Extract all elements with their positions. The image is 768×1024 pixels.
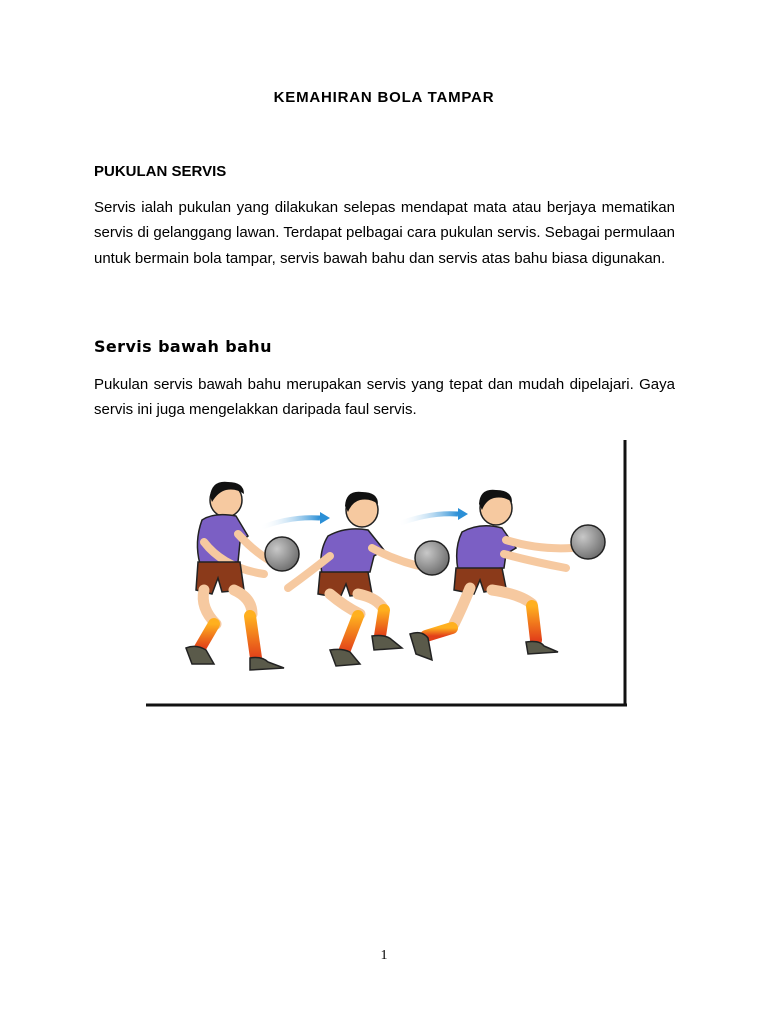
motion-arrow-2: [398, 508, 468, 524]
ball-1: [265, 537, 299, 571]
section-heading: PUKULAN SERVIS: [94, 163, 227, 180]
subheading-underarm-serve: Servis bawah bahu: [94, 337, 272, 356]
ball-3: [571, 525, 605, 559]
serve-sequence-svg: [140, 438, 630, 710]
underarm-serve-illustration: [140, 438, 630, 710]
player-figure-1: [186, 482, 299, 670]
document-title: KEMAHIRAN BOLA TAMPAR: [273, 89, 495, 106]
page-number: 1: [380, 948, 388, 963]
motion-arrow-1: [260, 512, 330, 528]
paragraph-intro: Servis ialah pukulan yang dilakukan selepas mendapat mata atau berjaya mematikan servis di gelanggang lawan. Terdapat pelbagai cara pukulan servis. Sebagai permulaan untuk bermain bola tampar, servis bawah bahu dan servis atas bahu biasa digunakan.: [94, 199, 675, 267]
paragraph-underarm-serve: Pukulan servis bawah bahu merupakan servis yang tepat dan mudah dipelajari. Gaya servis ini juga mengelakkan daripada faul servis.: [94, 376, 675, 419]
ball-2: [415, 541, 449, 575]
